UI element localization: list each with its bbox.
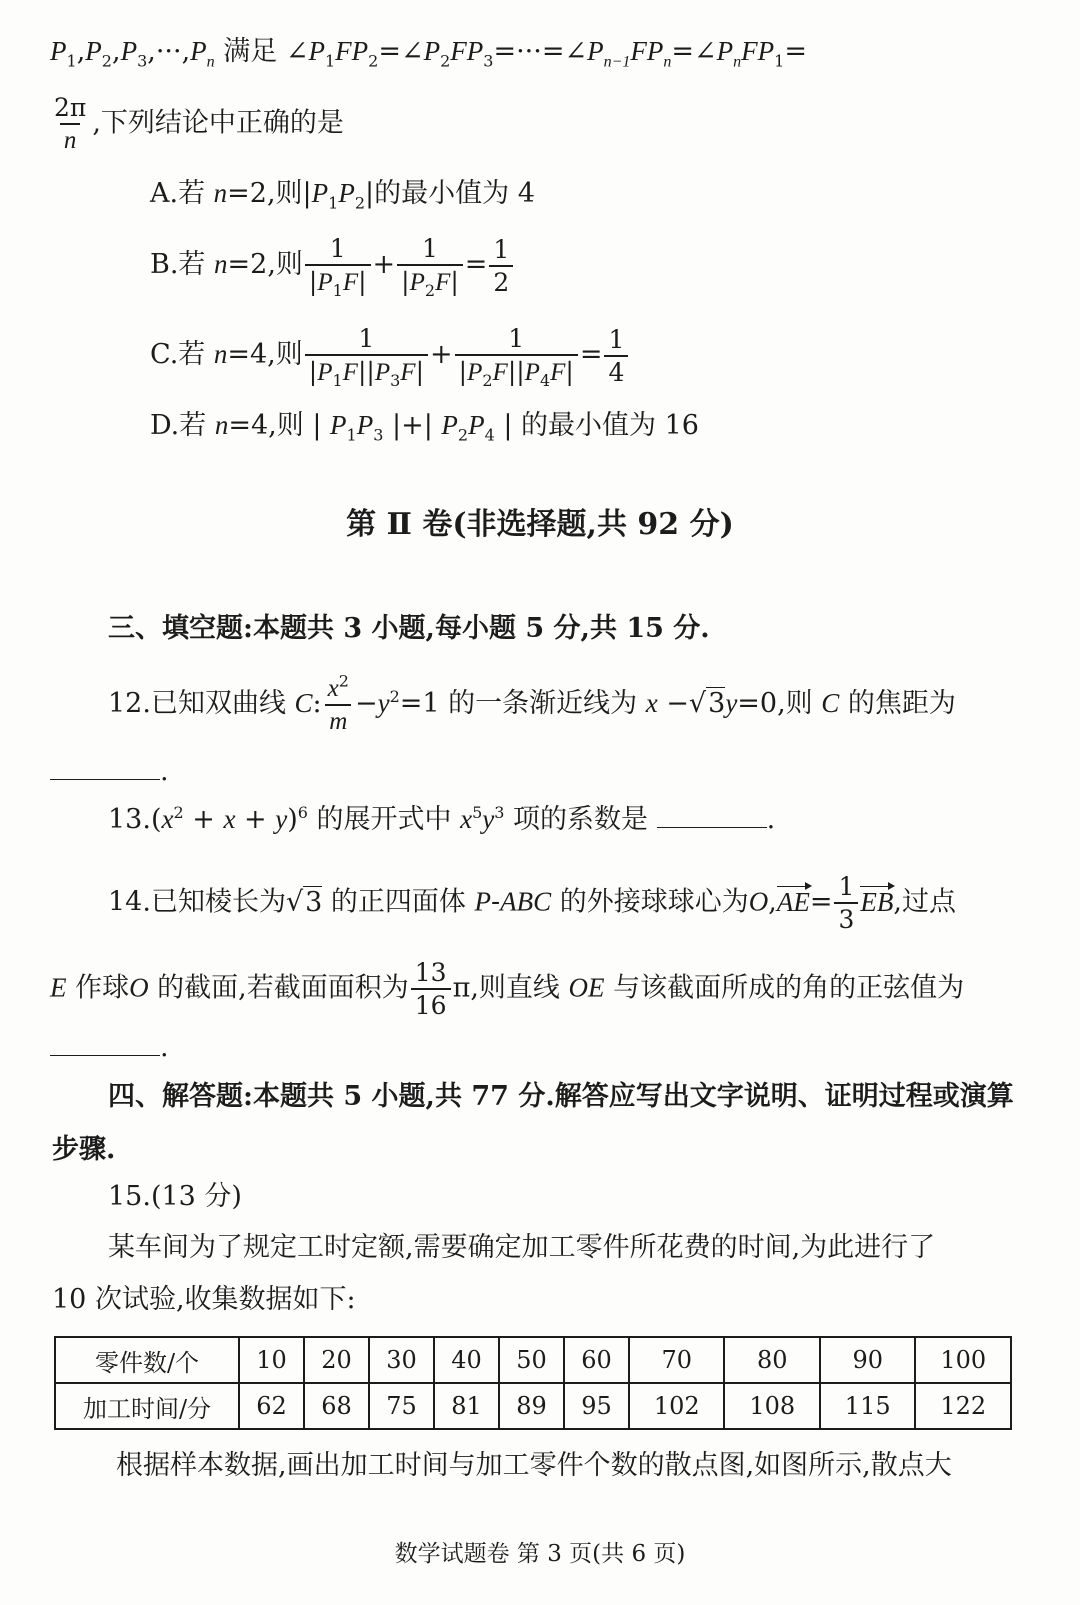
question-13: $13.(x^2 + x + y)^6$ 的展开式中 $x^5y^3$ 项的系数是 . [108, 803, 776, 835]
table-row [55, 1383, 1011, 1429]
option-d: D.若 n=4,则 | $P_1P_3$ |+| $P_2P_4$ | 的最小值为 16 [150, 410, 699, 445]
table-cell: 100 [915, 1337, 1011, 1383]
after-table-text: 根据样本数据,画出加工时间与加工零件个数的散点图,如图所示,散点大 [116, 1450, 952, 1481]
table-cell: 30 [369, 1337, 434, 1383]
question-15-text-1: 某车间为了规定工时定额,需要确定加工零件所花费的时间,为此进行了 [108, 1232, 936, 1263]
table-cell: 80 [724, 1337, 819, 1383]
table-cell: 122 [915, 1383, 1011, 1429]
part2-title: 第 Ⅱ 卷(非选择题,共 92 分) [346, 507, 734, 542]
table-cell: 95 [564, 1383, 629, 1429]
table-cell: 115 [820, 1383, 915, 1429]
table-row-header: 零件数/个 [55, 1337, 239, 1383]
option-a: A.若 n=2,则$|P_1P_2|$的最小值为 4 [150, 178, 535, 213]
section4-heading-line-2: 步骤. [52, 1134, 116, 1165]
table-cell: 10 [239, 1337, 304, 1383]
question-14-blank: . [50, 1034, 169, 1061]
intro-tail: ,下列结论中正确的是 [92, 107, 344, 139]
table-cell: 102 [629, 1383, 724, 1429]
table-cell: 40 [434, 1337, 499, 1383]
table-cell: 70 [629, 1337, 724, 1383]
question-12-blank: . [50, 758, 169, 785]
intro-fraction: $\frac{2\pi}{n}$ [54, 93, 87, 154]
question-15-label: 15.(13 分) [108, 1181, 242, 1212]
question-12: 12.已知双曲线 C: $\frac{x^2}{m}$ $-y^2=1$ 的一条渐近线为 x −√3y=0,则 C 的焦距为 [108, 671, 956, 735]
table-cell: 75 [369, 1383, 434, 1429]
section3-heading: 三、填空题:本题共 3 小题,每小题 5 分,共 15 分. [108, 613, 710, 644]
table-cell: 89 [499, 1383, 564, 1429]
page-footer: 数学试题卷 第 3 页(共 6 页) [394, 1541, 686, 1567]
table-cell: 108 [724, 1383, 819, 1429]
table-cell: 90 [820, 1337, 915, 1383]
question-14-line-1: 14.已知棱长为√3 的正四面体 P-ABC 的外接球球心为O,AE= $\frac{1}{3}$ EB,过点 [108, 872, 956, 934]
option-c: C.若 n=4,则 $\frac{1}{|P_1F||P_3F|}$ + $\frac{1}{|P_2F||P_4F|}$ = $\frac{1}{4}$ [150, 326, 630, 385]
table-cell: 81 [434, 1383, 499, 1429]
table-cell: 68 [304, 1383, 369, 1429]
option-b: B.若 n=2,则 $\frac{1}{|P_1F|}$ + $\frac{1}{|P_2F|}$ = $\frac{1}{2}$ [150, 236, 515, 295]
table-cell: 20 [304, 1337, 369, 1383]
table-row-header: 加工时间/分 [55, 1383, 239, 1429]
intro-line-2 [48, 95, 344, 153]
table-cell: 60 [564, 1337, 629, 1383]
table-cell: 62 [239, 1383, 304, 1429]
question-14-line-2: E 作球O 的截面,若截面面积为 $\frac{13}{16}$ π,则直线 OE 与该截面所成的角的正弦值为 [50, 958, 965, 1020]
section4-heading-line-1: 四、解答题:本题共 5 小题,共 77 分.解答应写出文字说明、证明过程或演算 [108, 1081, 1014, 1112]
question-15-text-2: 10 次试验,收集数据如下: [52, 1284, 356, 1315]
data-table [54, 1336, 1012, 1430]
table-row [55, 1337, 1011, 1383]
intro-line-1: $P_1,P_2,P_3,\cdot\cdot\cdot,P_n$ 满足 $\angle P_1FP_2=\angle P_2FP_3=\cdot\cdot\cdot=\angle P_{n-1}FP_n=\angle P_nFP_1=$ [50, 36, 807, 71]
table-cell: 50 [499, 1337, 564, 1383]
